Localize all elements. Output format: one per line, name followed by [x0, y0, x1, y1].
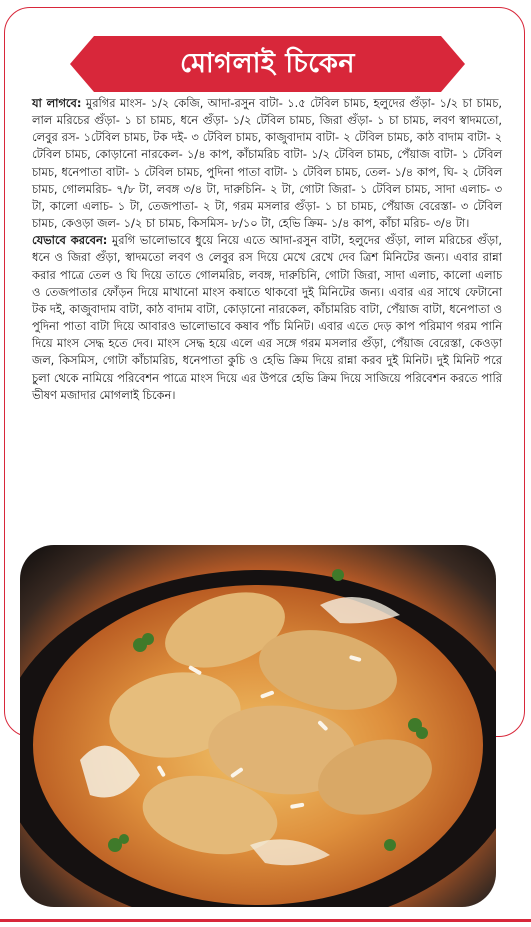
recipe-body [32, 95, 502, 404]
bottom-rule [0, 919, 531, 922]
dish-photo-illustration [20, 545, 496, 907]
method-text: মুরগি ভালোভাবে ধুয়ে নিয়ে এতে আদা-রসুন বাটা, হলুদের গুঁড়া, লাল মরিচের গুঁড়া, ধনে ও জিরা গুঁড়া, স্বাদমতো লবণ ও লেবুর রস দিয়ে মেখে রেখে দেব ত্রিশ মিনিটের জন্য। এবার রান্না করার পাত্রে তেল ও ঘি দিয়ে তাতে গোলমরিচ, লবঙ্গ, দারুচিনি, গোটা জিরা, সাদা এলাচ, কালো এলাচ ও তেজপাতার ফোঁড়ন দিয়ে মাখানো মাংস কষাতে থাকবো দুই মিনিটের জন্য। এবার এর সাথে ফেটানো টক দই, কাজুবাদাম বাটা, কাঠ বাদাম বাটা, কোড়ানো নারকেল, কাঁচামরিচ বাটা, পেঁয়াজ বাটা, ধনেপাতা ও পুদিনা পাতা বাটা দিয়ে আবারও ভালোভাবে কষাব পাঁচ মিনিট। এবার এতে দেড় কাপ পরিমাণ গরম পানি দিয়ে মাংস সেদ্ধ হতে দেব। মাংস সেদ্ধ হয়ে এলে এর সঙ্গে গরম মসলার গুঁড়া, পেঁয়াজ বেরেস্তা, কেওড়া জল, কিসমিস, গোটা কাঁচামরিচ, ধনেপাতা কুচি ও হেভি ক্রিম দিয়ে রান্না করব দুই মিনিট। দুই মিনিট পরে চুলা থেকে নামিয়ে পরিবেশন পাত্রে মাংস দিয়ে এর উপরে হেভি ক্রিম দিয়ে সাজিয়ে পরিবেশন করতে পারি ভীষণ মজাদার মোগলাই চিকেন। [32, 233, 502, 402]
method-label: যেভাবে করবেন: [32, 233, 108, 248]
title-banner [70, 36, 465, 92]
ingredients-label: যা লাগবে: [32, 96, 82, 110]
ingredients-paragraph [32, 95, 502, 232]
ingredients-text: মুরগির মাংস- ১/২ কেজি, আদা-রসুন বাটা- ১.৫ টেবিল চামচ, হলুদের গুঁড়া- ১/২ চা চামচ, লাল মরিচের গুঁড়া- ১ চা চামচ, ধনে গুঁড়া- ১/২ টেবিল চামচ, জিরা গুঁড়া- ১ চা চামচ, লবণ স্বাদমতো, লেবুর রস- ১টেবিল চামচ, টক দই- ৩ টেবিল চামচ, কাজুবাদাম বাটা- ২ টেবিল চামচ, কাঠ বাদাম বাটা- ২ টেবিল চামচ, কোড়ানো নারকেল- ১/৪ কাপ, কাঁচামরিচ বাটা- ১/২ টেবিল চামচ, পেঁয়াজ বাটা- ১ টেবিল চামচ, ধনেপাতা বাটা- ১ টেবিল চামচ, পুদিনা পাতা বাটা- ১ টেবিল চামচ, তেল- ১/৪ কাপ, ঘি- ২ টেবিল চামচ, গোলমরিচ- ৭/৮ টা, লবঙ্গ ৩/৪ টা, দারুচিনি- ২ টা, গোটা জিরা- ১ টেবিল চামচ, সাদা এলাচ- ৩ টা, কালো এলাচ- ১ টা, তেজপাতা- ২ টা, গরম মসলার গুঁড়া- ১ চা চামচ, পেঁয়াজ বেরেস্তা- ৩ টেবিল চামচ, কেওড়া জল- ১/২ চা চামচ, কিসমিস- ৮/১০ টা, হেভি ক্রিম- ১/৪ কাপ, কাঁচা মরিচ- ৩/৪ টা। [32, 96, 503, 231]
recipe-title: মোগলাই চিকেন [179, 48, 355, 79]
method-paragraph [32, 232, 502, 404]
dish-photo [20, 545, 496, 907]
